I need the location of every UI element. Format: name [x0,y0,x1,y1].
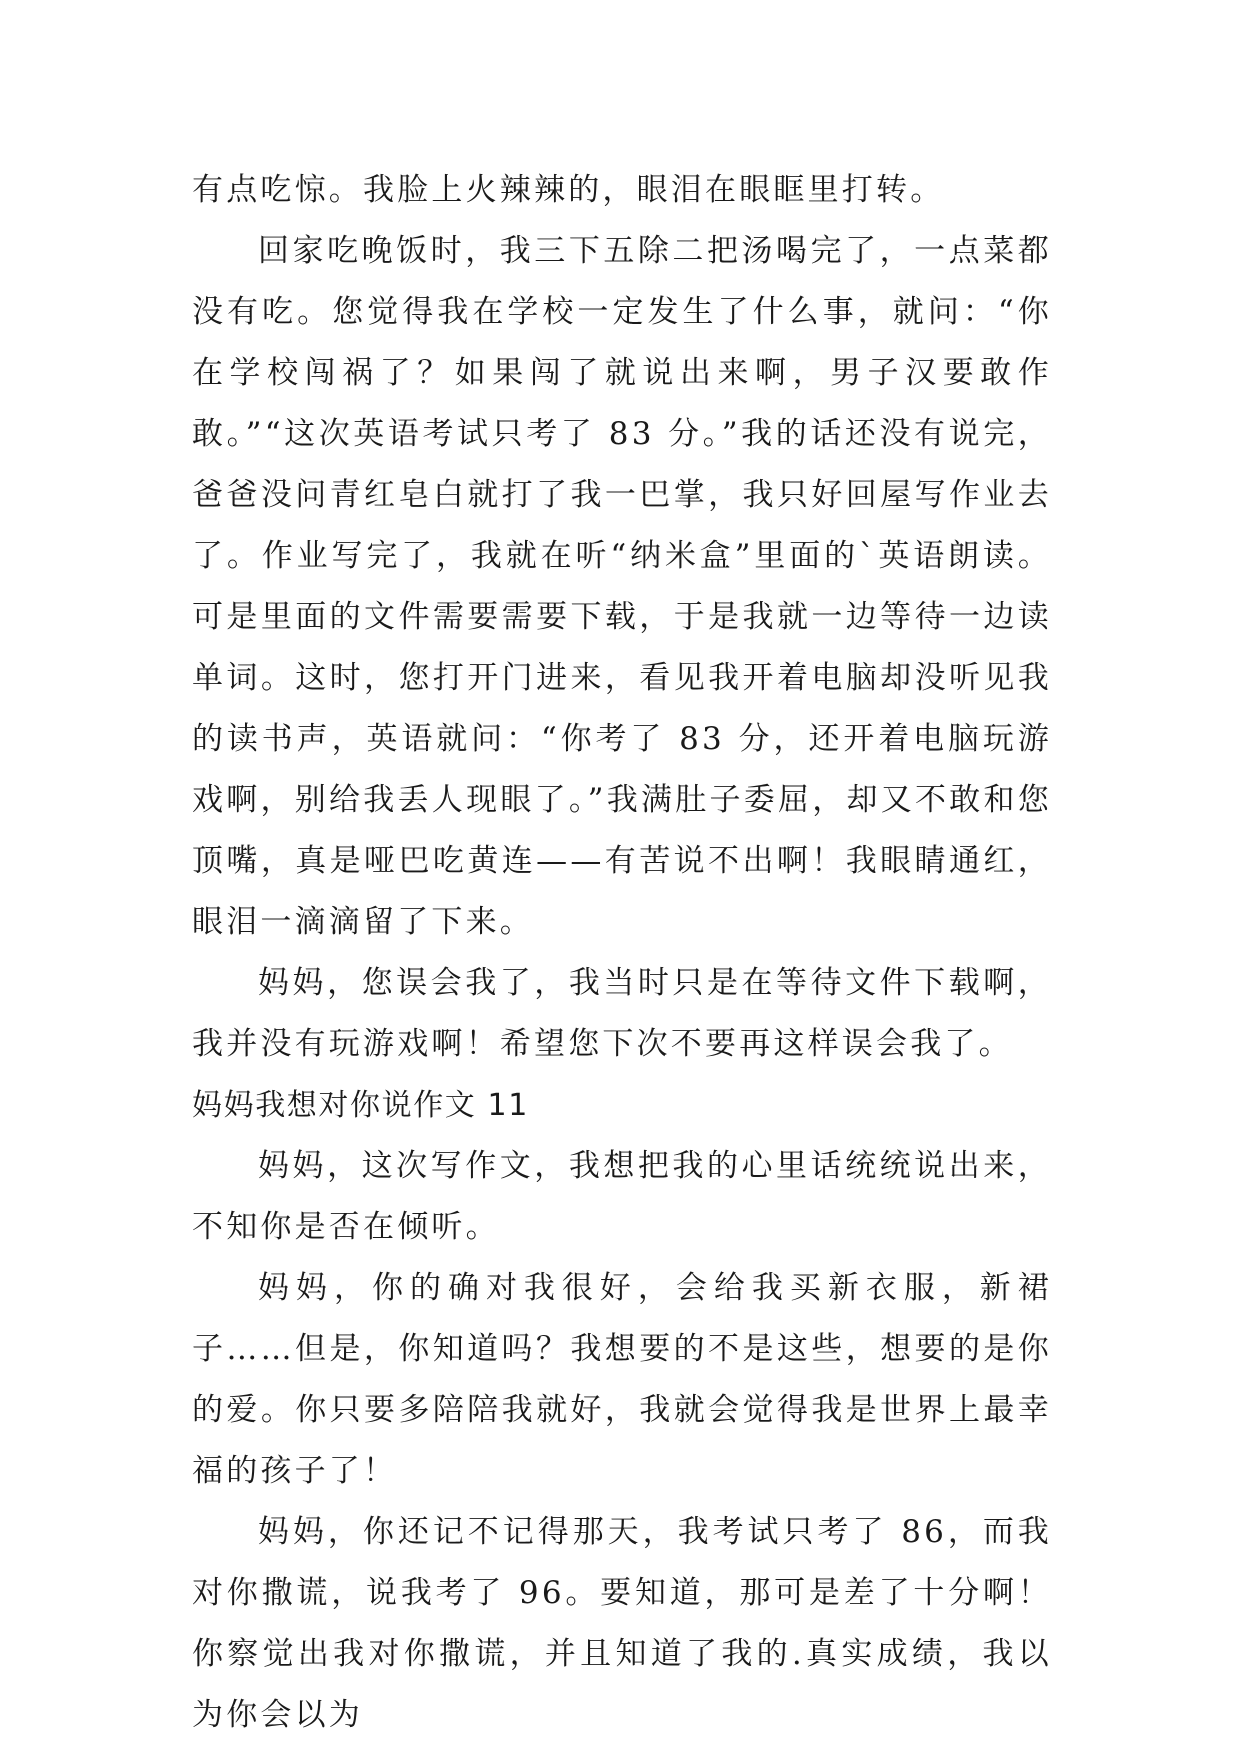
paragraph-intro: 妈妈，这次写作文，我想把我的心里话统统说出来，不知你是否在倾听。 [192,1148,1052,1245]
paragraph-dinner-story: 回家吃晚饭时，我三下五除二把汤喝完了，一点菜都没有吃。您觉得我在学校一定发生了什么事，就问：“你在学校闯祸了？如果闯了就说出来啊，男子汉要敢作敢。”“这次英语考试只考了 83 分。”我的话还没有说完，爸爸没问青红皂白就打了我一巴掌，我只好回屋写作业去了。作业写完了，我就在听“纳米盒”里面的`英语朗读。可是里面的文件需要需要下载，于是我就一边等待一边读单词。这时，您打开门进来，看见我开着电脑却没听见我的读书声，英语就问：“你考了 83 分，还开着电脑玩游戏啊，别给我丢人现眼了。”我满肚子委屈，却又不敢和您顶嘴，真是哑巴吃黄连——有苦说不出啊！我眼睛通红，眼泪一滴滴留了下来。 [192,233,1052,940]
essay-title: 妈妈我想对你说作文 11 [192,1088,529,1123]
document-body [192,160,1052,1746]
paragraph-love: 妈妈，你的确对我很好，会给我买新衣服，新裙子……但是，你知道吗？我想要的不是这些，想要的是你的爱。你只要多陪陪我就好，我就会觉得我是世界上最幸福的孩子了！ [192,1270,1052,1489]
paragraph-continuation: 有点吃惊。我脸上火辣辣的，眼泪在眼眶里打转。 [192,172,945,208]
paragraph-misunderstanding: 妈妈，您误会我了，我当时只是在等待文件下载啊，我并没有玩游戏啊！希望您下次不要再这样误会我了。 [192,965,1052,1062]
paragraph-exam-lie: 妈妈，你还记不记得那天，我考试只考了 86，而我对你撒谎，说我考了 96。要知道，那可是差了十分啊！你察觉出我对你撒谎，并且知道了我的.真实成绩，我以为你会以为 [192,1514,1052,1733]
